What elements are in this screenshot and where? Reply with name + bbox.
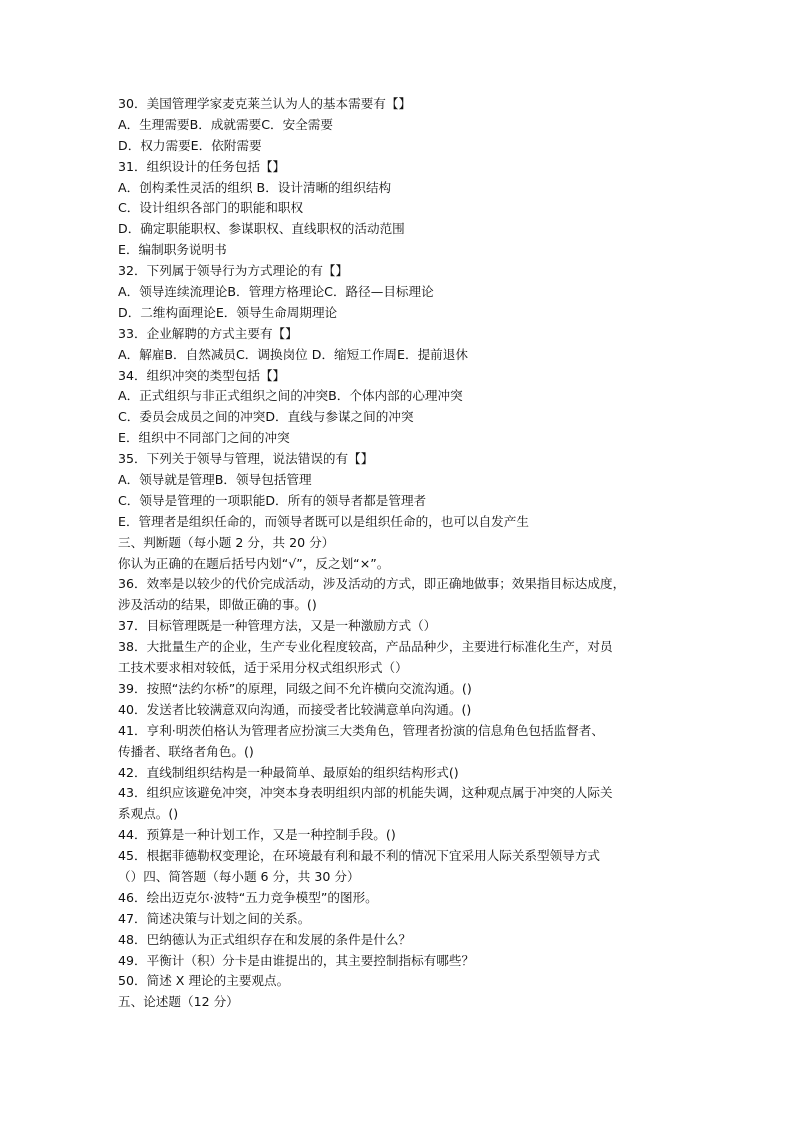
question-30-options-de: D．权力需要E．依附需要 bbox=[118, 137, 262, 153]
question-30-title: 30．美国管理学家麦克莱兰认为人的基本需要有【】 bbox=[118, 96, 412, 111]
question-30-options-abc: A．生理需要B．成就需要C．安全需要 bbox=[118, 116, 333, 132]
question-list bbox=[118, 94, 718, 1013]
question-44: 44．预算是一种计划工作，又是一种控制手段。() bbox=[118, 827, 396, 843]
question-42: 42．直线制组织结构是一种最简单、最原始的组织结构形式() bbox=[118, 764, 459, 780]
question-32-title: 32．下列属于领导行为方式理论的有【】 bbox=[118, 263, 349, 279]
question-31-option-d: D．确定职能职权、参谋职权、直线职权的活动范围 bbox=[118, 221, 405, 237]
question-41-line-1: 41．亨利·明茨伯格认为管理者应扮演三大类角色，管理者扮演的信息角色包括监督者、 bbox=[118, 722, 604, 738]
question-38-line-2: 工技术要求相对较低，适于采用分权式组织形式（） bbox=[118, 660, 408, 676]
question-33-options: A．解雇B．自然减员C．调换岗位 D．缩短工作周E．提前退休 bbox=[118, 346, 468, 362]
section-5-heading: 五、论述题（12 分） bbox=[118, 994, 239, 1010]
question-50: 50．简述 X 理论的主要观点。 bbox=[118, 973, 290, 989]
question-32-options-de: D．二维构面理论E．领导生命周期理论 bbox=[118, 304, 338, 320]
question-34-title: 34．组织冲突的类型包括【】 bbox=[118, 367, 286, 383]
section-3-instructions: 你认为正确的在题后括号内划“√”，反之划“×”。 bbox=[118, 555, 390, 571]
question-45-line-2-section-4-heading: （）四、简答题（每小题 6 分，共 30 分） bbox=[118, 868, 360, 884]
question-36-line-1: 36．效率是以较少的代价完成活动，涉及活动的方式，即正确地做事；效果指目标达成度， bbox=[118, 576, 626, 592]
question-35-title: 35．下列关于领导与管理，说法错误的有【】 bbox=[118, 451, 374, 467]
question-31-title: 31．组织设计的任务包括【】 bbox=[118, 158, 286, 174]
question-34-option-e: E．组织中不同部门之间的冲突 bbox=[118, 430, 290, 446]
question-35-option-e: E．管理者是组织任命的，而领导者既可以是组织任命的，也可以自发产生 bbox=[118, 513, 529, 529]
question-32-options-abc: A．领导连续流理论B．管理方格理论C．路径—目标理论 bbox=[118, 284, 434, 300]
question-35-options-cd: C．领导是管理的一项职能D．所有的领导者都是管理者 bbox=[118, 492, 427, 508]
question-34-options-ab: A．正式组织与非正式组织之间的冲突B．个体内部的心理冲突 bbox=[118, 388, 463, 404]
section-3-heading: 三、判断题（每小题 2 分，共 20 分） bbox=[118, 534, 335, 550]
question-36-line-2: 涉及活动的结果，即做正确的事。() bbox=[118, 597, 317, 613]
question-46: 46．绘出迈克尔·波特“五力竞争模型”的图形。 bbox=[118, 889, 378, 905]
question-31-options-ab: A．创构柔性灵活的组织 B．设计清晰的组织结构 bbox=[118, 179, 392, 195]
question-35-options-ab: A．领导就是管理B．领导包括管理 bbox=[118, 472, 312, 488]
question-33-title: 33．企业解聘的方式主要有【】 bbox=[118, 325, 298, 341]
question-40: 40．发送者比较满意双向沟通，而接受者比较满意单向沟通。() bbox=[118, 701, 472, 717]
question-41-line-2: 传播者、联络者角色。() bbox=[118, 743, 254, 759]
question-38-line-1: 38．大批量生产的企业，生产专业化程度较高，产品品种少，主要进行标准化生产，对员 bbox=[118, 639, 613, 655]
question-47: 47．简述决策与计划之间的关系。 bbox=[118, 910, 311, 926]
question-31-option-e: E．编制职务说明书 bbox=[118, 242, 227, 258]
question-39: 39．按照“法约尔桥”的原理，同级之间不允许横向交流沟通。() bbox=[118, 680, 472, 696]
question-31-option-c: C．设计组织各部门的职能和职权 bbox=[118, 200, 304, 216]
question-43-line-2: 系观点。() bbox=[118, 806, 179, 822]
question-48: 48．巴纳德认为正式组织存在和发展的条件是什么？ bbox=[118, 931, 412, 947]
question-43-line-1: 43．组织应该避免冲突，冲突本身表明组织内部的机能失调，这种观点属于冲突的人际关 bbox=[118, 785, 613, 801]
question-37: 37．目标管理既是一种管理方法，又是一种激励方式（） bbox=[118, 618, 437, 634]
question-45-line-1: 45．根据菲德勒权变理论，在环境最有利和最不利的情况下宜采用人际关系型领导方式 bbox=[118, 848, 600, 864]
question-49: 49．平衡计（积）分卡是由谁提出的，其主要控制指标有哪些？ bbox=[118, 952, 475, 968]
question-34-options-cd: C．委员会成员之间的冲突D．直线与参谋之间的冲突 bbox=[118, 409, 414, 425]
